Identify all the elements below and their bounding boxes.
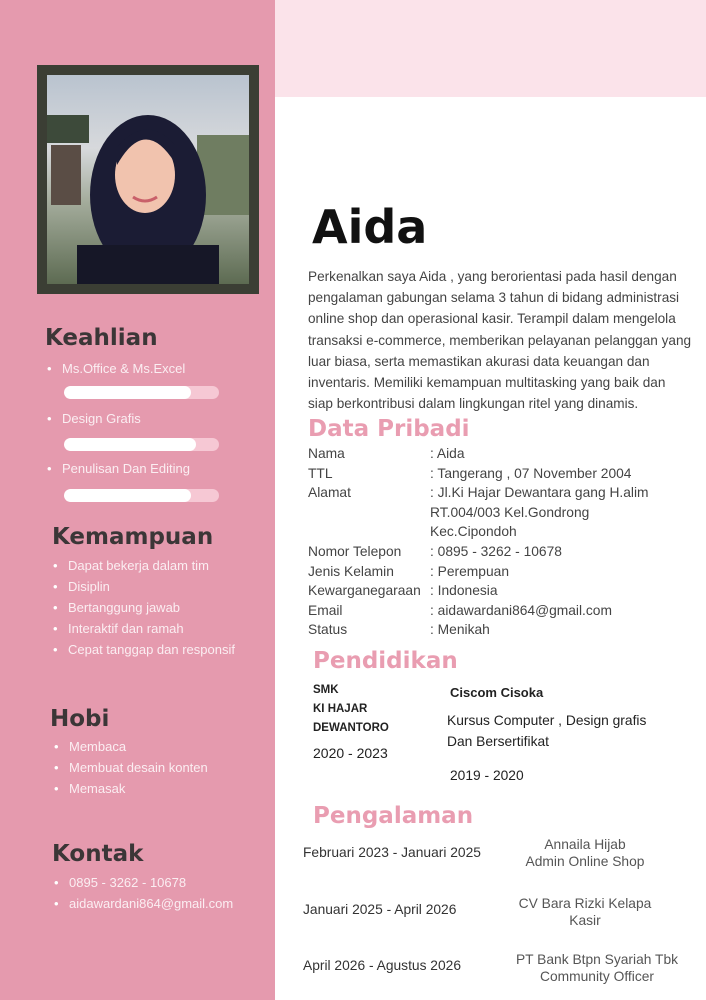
- course-description: Dan Bersertifikat: [447, 734, 549, 749]
- skill-bar-fill: [64, 489, 191, 502]
- info-key: [308, 522, 430, 542]
- list-item: • Cepat tanggap dan responsif: [53, 639, 235, 660]
- list-item: • Membaca: [54, 736, 208, 757]
- profile-photo-frame: [37, 65, 259, 294]
- experience-period: Februari 2023 - Januari 2025: [303, 845, 481, 860]
- list-item: • Disiplin: [53, 576, 235, 597]
- education-heading: Pendidikan: [313, 648, 458, 674]
- contact-email: • aidawardani864@gmail.com: [54, 893, 233, 914]
- course-description: Kursus Computer , Design grafis: [447, 713, 647, 728]
- skill-bar: [64, 489, 219, 502]
- school-name-line: DEWANTORO: [313, 722, 389, 734]
- info-key: Email: [308, 602, 343, 618]
- info-value: : aidawardani864@gmail.com: [430, 602, 612, 618]
- hobbies-heading: Hobi: [50, 706, 110, 732]
- info-value: RT.004/003 Kel.Gondrong: [430, 504, 590, 520]
- abilities-heading: Kemampuan: [52, 524, 214, 550]
- info-row: [308, 464, 698, 484]
- info-key: TTL: [308, 465, 333, 481]
- portrait-illustration: [47, 75, 249, 284]
- experience-role: Admin Online Shop: [525, 854, 645, 869]
- experience-org: Annaila Hijab: [544, 837, 626, 852]
- info-value: : Perempuan: [430, 563, 509, 579]
- info-row: [308, 620, 698, 640]
- info-value: : 0895 - 3262 - 10678: [430, 543, 562, 559]
- info-key: Jenis Kelamin: [308, 563, 394, 579]
- school-years: 2020 - 2023: [313, 745, 388, 761]
- experience-org: CV Bara Rizki Kelapa: [518, 896, 652, 911]
- course-name: Ciscom Cisoka: [450, 685, 544, 700]
- skill-label: • Ms.Office & Ms.Excel: [47, 361, 185, 376]
- school-name-line: KI HAJAR: [313, 703, 368, 715]
- skill-label: • Penulisan Dan Editing: [47, 461, 190, 476]
- experience-period: Januari 2025 - April 2026: [303, 902, 457, 917]
- info-row: [308, 503, 698, 523]
- info-key: Kewarganegaraan: [308, 583, 421, 599]
- experience-heading: Pengalaman: [313, 803, 474, 829]
- experience-org-block: [500, 836, 670, 870]
- info-key: Status: [308, 622, 348, 638]
- info-value: : Tangerang , 07 November 2004: [430, 465, 632, 481]
- contact-phone: • 0895 - 3262 - 10678: [54, 872, 233, 893]
- info-row: [308, 522, 698, 542]
- list-item: • Membuat desain konten: [54, 757, 208, 778]
- person-name: Aida: [312, 200, 428, 254]
- info-key: Nama: [308, 446, 345, 461]
- skill-bar: [64, 438, 219, 451]
- skill-bar-fill: [64, 438, 196, 451]
- header-band: [275, 0, 706, 97]
- info-row: [308, 562, 698, 582]
- info-value: : Menikah: [430, 622, 490, 638]
- list-item: • Bertanggung jawab: [53, 597, 235, 618]
- personal-data-table: [308, 444, 698, 640]
- experience-period: April 2026 - Agustus 2026: [303, 958, 462, 973]
- info-key: [308, 503, 430, 523]
- skill-label: • Design Grafis: [47, 411, 141, 426]
- contact-list: [54, 872, 233, 914]
- info-row: [308, 444, 698, 464]
- info-row: [308, 542, 698, 562]
- info-key: Nomor Telepon: [308, 543, 402, 559]
- abilities-list: [53, 555, 235, 660]
- info-value: : Aida: [430, 446, 465, 461]
- hobbies-list: [54, 736, 208, 799]
- info-row: [308, 581, 698, 601]
- experience-org: PT Bank Btpn Syariah Tbk: [515, 952, 679, 967]
- experience-role: Kasir: [569, 913, 601, 928]
- info-row: [308, 483, 698, 503]
- list-item: • Dapat bekerja dalam tim: [53, 555, 235, 576]
- list-item: • Interaktif dan ramah: [53, 618, 235, 639]
- skill-bar-fill: [64, 386, 191, 399]
- experience-org-block: [506, 951, 688, 985]
- personal-data-heading: Data Pribadi: [308, 416, 470, 442]
- skills-heading: Keahlian: [45, 325, 158, 351]
- info-value: : Jl.Ki Hajar Dewantara gang H.alim: [430, 485, 649, 501]
- course-years: 2019 - 2020: [450, 768, 524, 783]
- info-value: Kec.Cipondoh: [430, 524, 517, 540]
- info-value: : Indonesia: [430, 583, 498, 599]
- skill-bar: [64, 386, 219, 399]
- list-item: • Memasak: [54, 778, 208, 799]
- school-name-line: SMK: [313, 684, 339, 696]
- info-row: [308, 601, 698, 621]
- experience-role: Community Officer: [540, 969, 654, 984]
- experience-org-block: [500, 895, 670, 929]
- info-key: Alamat: [308, 485, 351, 501]
- contact-heading: Kontak: [52, 841, 144, 867]
- profile-photo: [47, 75, 249, 284]
- intro-paragraph: Perkenalkan saya Aida , yang berorientasi pada hasil dengan pengalaman gabungan selama 3 tahun di bidang administrasi online shop dan operasional kasir. Terampil dalam mengelola transaksi e-commerce, memberikan pelayanan pelanggan yang luar biasa, serta memastikan akurasi data keuangan dan inventaris. Memiliki kemampuan multitasking yang baik dan siap berkontribusi dalam lingkungan ritel yang dinamis.: [308, 269, 692, 412]
